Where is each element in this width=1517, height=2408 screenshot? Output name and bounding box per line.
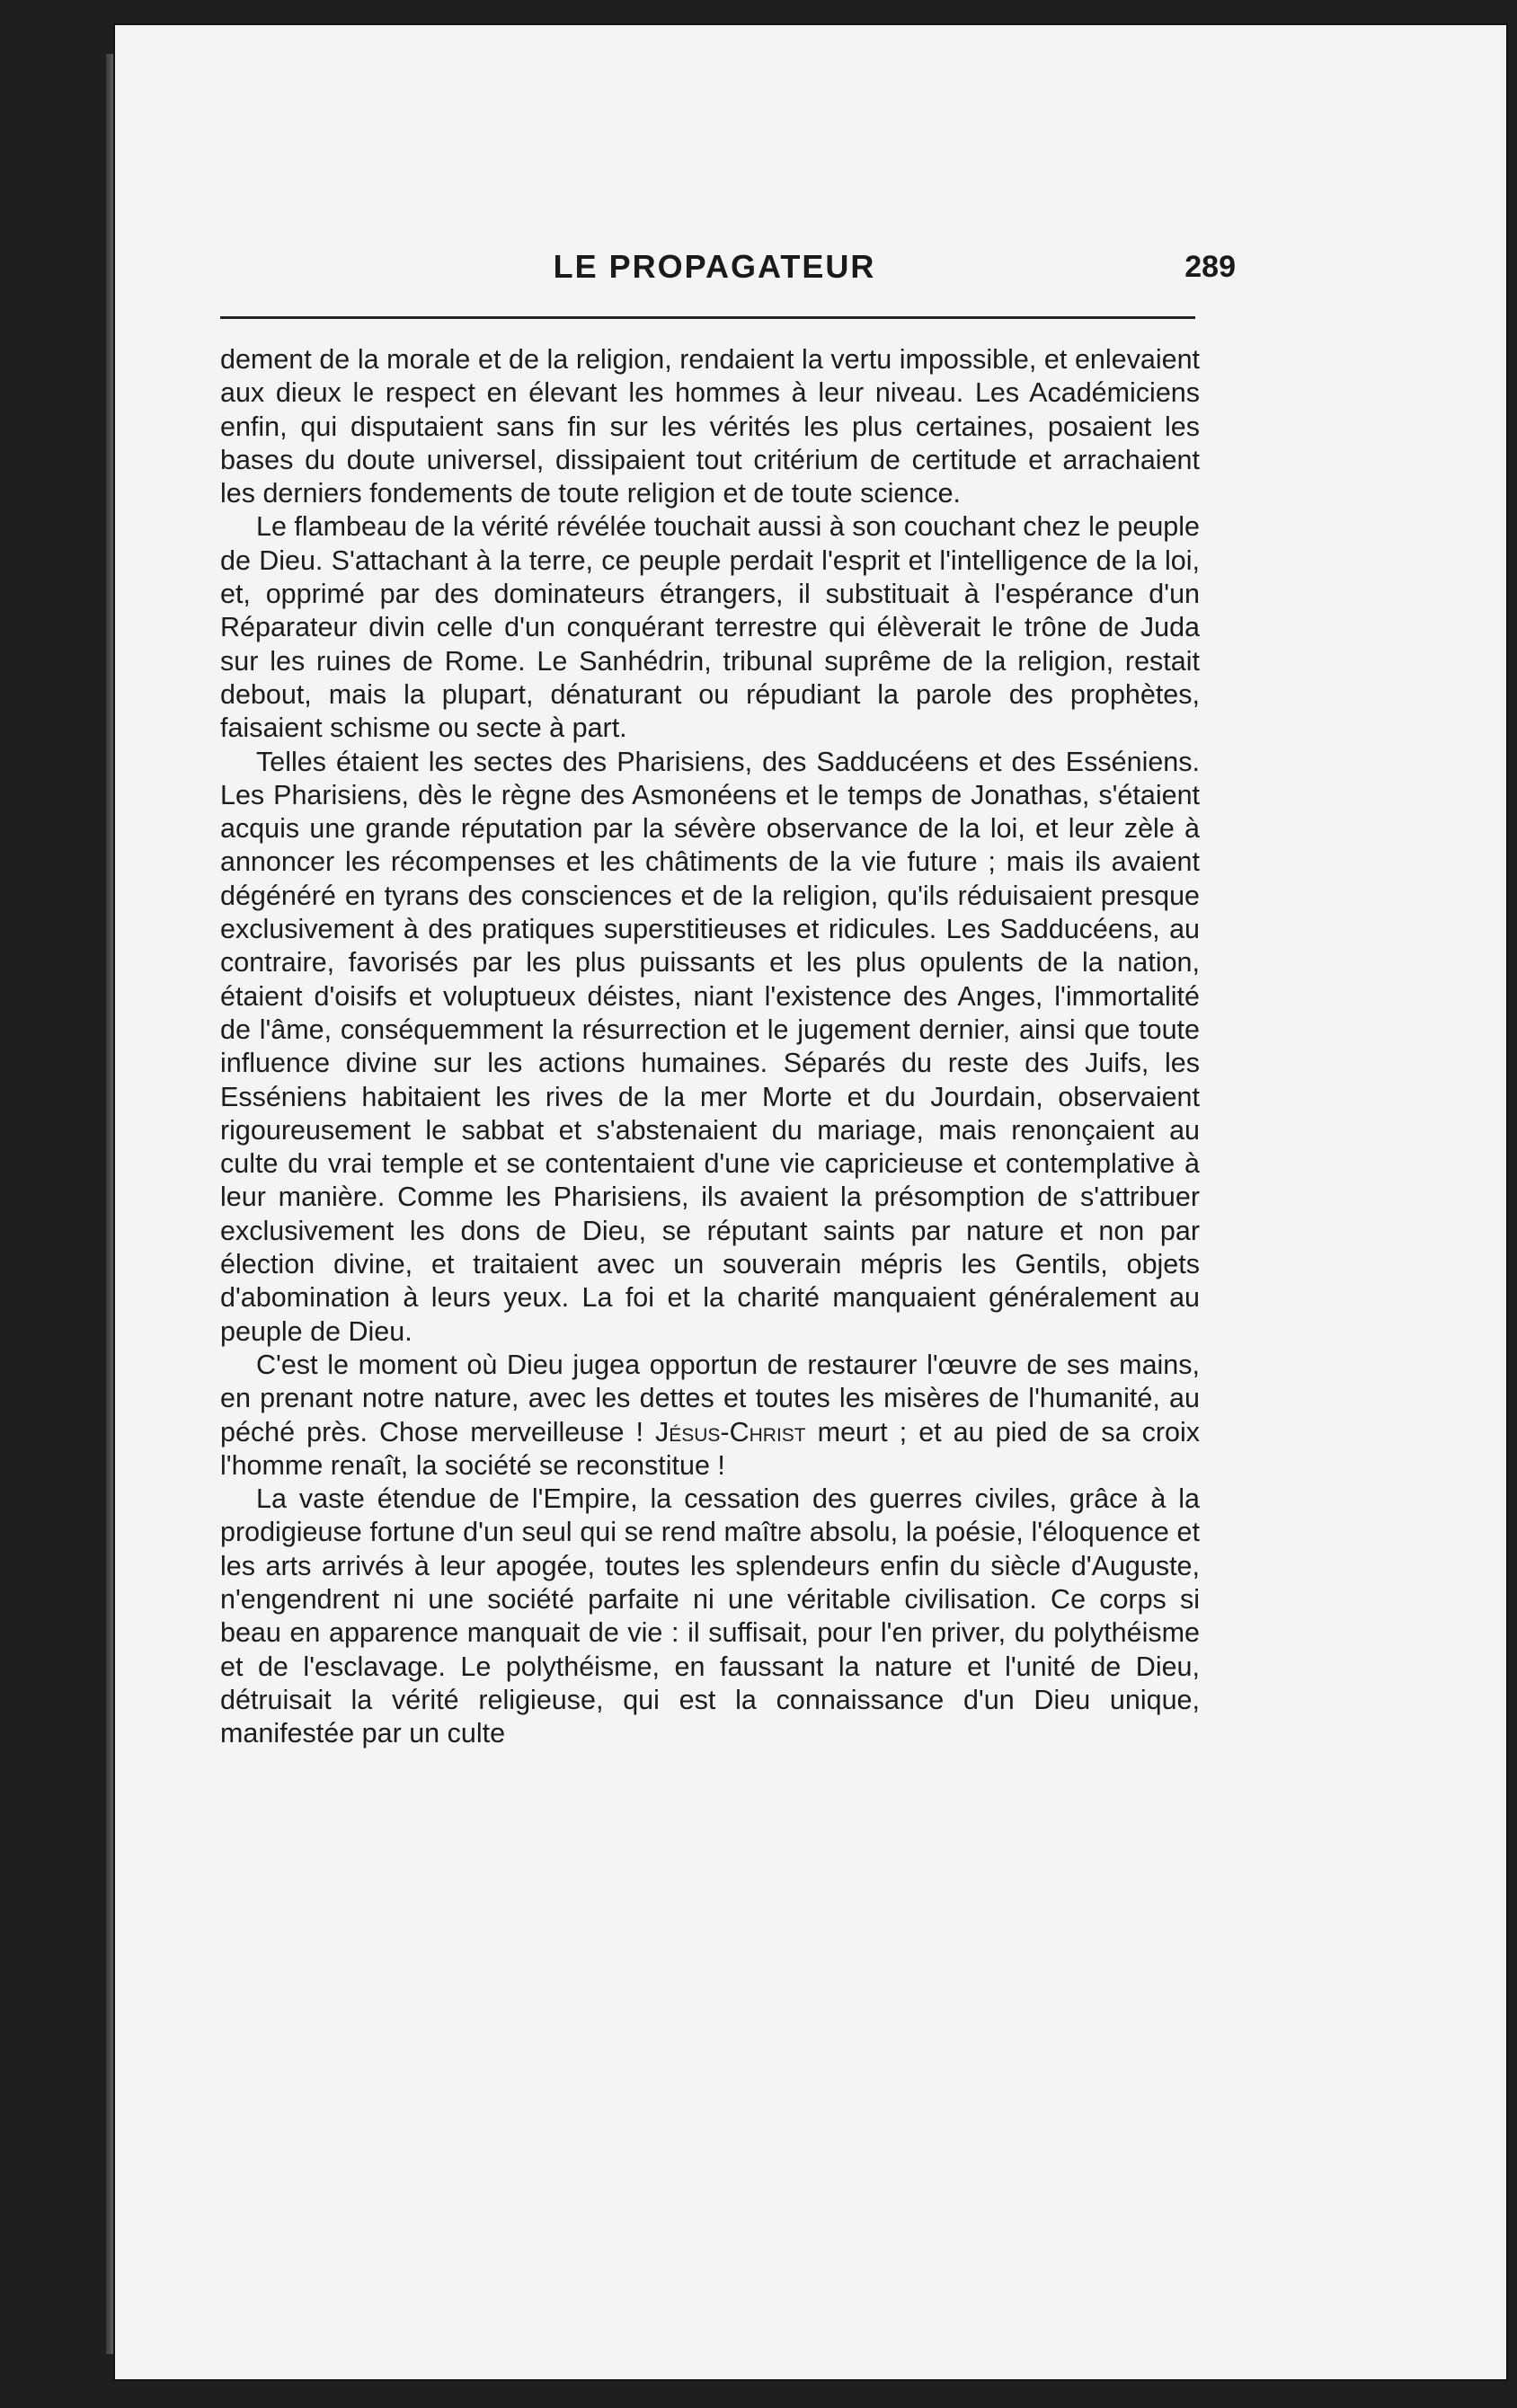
paragraph: dement de la morale et de la religion, rendaient la vertu impossible, et enlevaient aux dieux le respect en élevant les hommes à leur niveau. Les Académiciens enfin, qui disputaient sans fin sur les vérités les plus certaines, posaient les bases du doute universel, dissipaient tout critérium de certitude et arrachaient les derniers fondements de toute religion et de toute science. bbox=[220, 344, 1200, 509]
body-text bbox=[220, 343, 1200, 1750]
paragraph-text: meurt ; et au pied de sa croix l'homme renaît, la société se reconstitue ! bbox=[220, 1416, 1200, 1481]
page-header bbox=[220, 243, 1236, 297]
paragraph: La vaste étendue de l'Empire, la cessation des guerres civiles, grâce à la prodigieuse fortune d'un seul qui se rend maître absolu, la poésie, l'éloquence et les arts arrivés à leur apogée, toutes les splendeurs enfin du siècle d'Auguste, n'engendrent ni une société parfaite ni une véritable civilisation. Ce corps si beau en apparence manquait de vie : il suffisait, pour l'en priver, du polythéisme et de l'esclavage. Le polythéisme, en faussant la nature et l'unité de Dieu, détruisait la vérité religieuse, qui est la connaissance d'un Dieu unique, manifestée par un culte bbox=[220, 1483, 1200, 1749]
paragraph: Le flambeau de la vérité révélée touchait aussi à son couchant chez le peuple de Dieu. S'attachant à la terre, ce peuple perdait l'esprit et l'intelligence de la loi, et, opprimé par des dominateurs étrangers, il substituait à l'espérance d'un Réparateur divin celle d'un conquérant terrestre qui élèverait le trône de Juda sur les ruines de Rome. Le Sanhédrin, tribunal suprême de la religion, restait debout, mais la plupart, dénaturant ou répudiant la parole des prophètes, faisaient schisme ou secte à part. bbox=[220, 511, 1200, 744]
paragraph bbox=[220, 1349, 1200, 1483]
page-number: 289 bbox=[1184, 250, 1236, 284]
paragraph-text: C'est le moment où Dieu jugea opportun de restaurer l'œuvre de ses mains, en prenant notre nature, avec les dettes et toutes les misères de l'humanité, au péché près. Chose merveilleuse ! bbox=[220, 1349, 1200, 1447]
proper-name-smallcaps: Jésus-Christ bbox=[655, 1416, 806, 1447]
header-rule bbox=[220, 316, 1195, 319]
running-title: LE PROPAGATEUR bbox=[553, 248, 876, 285]
paragraph: Telles étaient les sectes des Pharisiens, des Sadducéens et des Esséniens. Les Pharisiens, dès le règne des Asmonéens et le temps de Jonathas, s'étaient acquis une grande réputation par la sévère observance de la loi, et leur zèle à annoncer les récompenses et les châtiments de la vie future ; mais ils avaient dégénéré en tyrans des consciences et de la religion, qu'ils réduisaient presque exclusivement à des pratiques superstitieuses et ridicules. Les Sadducéens, au contraire, favorisés par les plus puissants et les plus opulents de la nation, étaient d'oisifs et voluptueux déistes, niant l'existence des Anges, l'immortalité de l'âme, conséquemment la résurrection et le jugement dernier, ainsi que toute influence divine sur les actions humaines. Séparés du reste des Juifs, les Esséniens habitaient les rives de la mer Morte et du Jourdain, observaient rigoureusement le sabbat et s'abstenaient du mariage, mais renonçaient au culte du vrai temple et se contentaient d'une vie capricieuse et contemplative à leur manière. Comme les Pharisiens, ils avaient la présomption de s'attribuer exclusivement les dons de Dieu, se réputant saints par nature et non par élection divine, et traitaient avec un souverain mépris les Gentils, objets d'abomination à leurs yeux. La foi et la charité manquaient généralement au peuple de Dieu. bbox=[220, 746, 1200, 1347]
